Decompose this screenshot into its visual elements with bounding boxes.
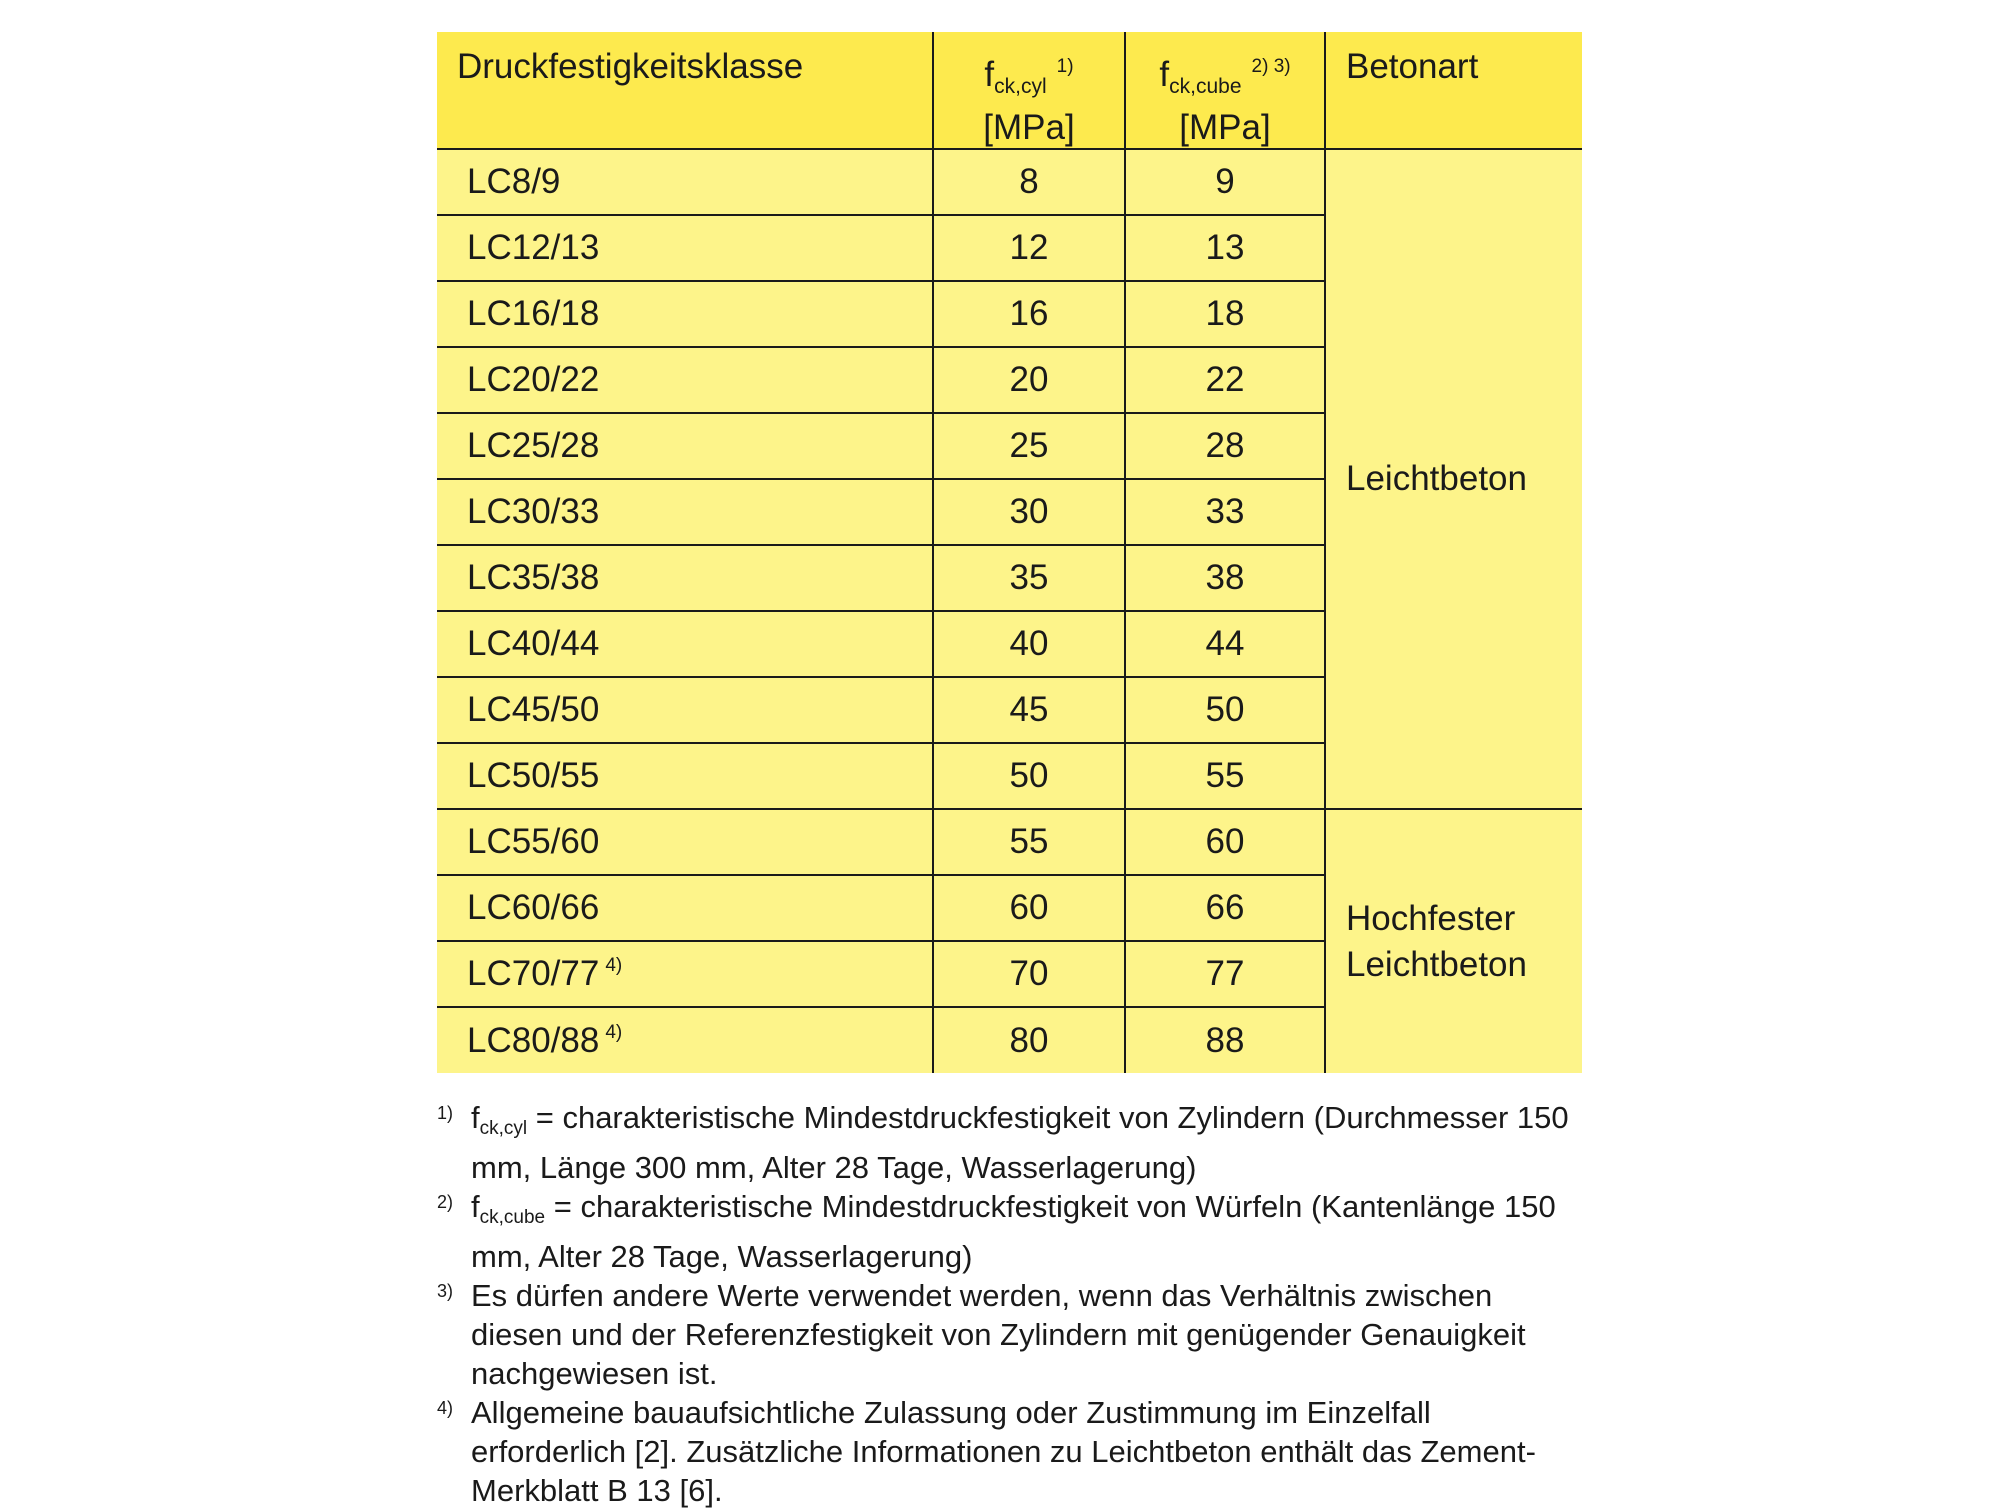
cell-cylinder: 45: [933, 677, 1125, 743]
cell-class: LC60/66: [437, 875, 933, 941]
footnote-mark: 3): [437, 1281, 454, 1301]
cell-class: LC20/22: [437, 347, 933, 413]
cell-cylinder: 70: [933, 941, 1125, 1007]
cell-cylinder: 16: [933, 281, 1125, 347]
header-class: Druckfestigkeitsklasse: [437, 32, 933, 149]
cell-cube: 9: [1125, 149, 1325, 215]
cell-cylinder: 12: [933, 215, 1125, 281]
footnote: 1) $f_{ck,cyl}$ = charakteristische Mindestdruckfestigkeit von Zylindern (Durchmesser 150 mm, Länge 300 mm, Alter 28 Tage, Wasserlagerung): [437, 1098, 1587, 1187]
header-cube-strength: $f_{ck,cube}^{2) 3)}$ [MPa]: [1125, 32, 1325, 149]
header-cylinder-strength: $f_{ck,cyl}^{1)}$ [MPa]: [933, 32, 1125, 149]
strength-class-table: [437, 32, 1582, 1073]
cell-cube: 60: [1125, 809, 1325, 875]
cell-cylinder: 55: [933, 809, 1125, 875]
cell-cube: 28: [1125, 413, 1325, 479]
cell-cylinder: 8: [933, 149, 1125, 215]
cell-cube: 66: [1125, 875, 1325, 941]
cell-cube: 50: [1125, 677, 1325, 743]
footnote: 2) $f_{ck,cube}$ = charakteristische Mindestdruckfestigkeit von Würfeln (Kantenlänge 150 mm, Alter 28 Tage, Wasserlagerung): [437, 1187, 1587, 1276]
cell-class: LC30/33: [437, 479, 933, 545]
group-lightweight: Leichtbeton: [1325, 149, 1582, 809]
cell-class: LC55/60: [437, 809, 933, 875]
cell-class: LC70/77 $^{4)}$: [437, 941, 933, 1007]
strength-class-table-wrapper: [437, 32, 1582, 1073]
cell-class: LC40/44: [437, 611, 933, 677]
cell-cube: 38: [1125, 545, 1325, 611]
cell-cylinder: 20: [933, 347, 1125, 413]
cell-cube: 18: [1125, 281, 1325, 347]
cell-class: LC50/55: [437, 743, 933, 809]
cell-cube: 88: [1125, 1007, 1325, 1073]
cell-cube: 55: [1125, 743, 1325, 809]
cell-class: LC16/18: [437, 281, 933, 347]
cell-class: LC8/9: [437, 149, 933, 215]
footnote-mark: 2): [437, 1192, 454, 1212]
cell-class: LC25/28: [437, 413, 933, 479]
footnote-mark: 4): [437, 1398, 454, 1418]
group-high-strength-lightweight: Hochfester Leichtbeton: [1325, 809, 1582, 1073]
cell-cylinder: 60: [933, 875, 1125, 941]
cell-cube: 13: [1125, 215, 1325, 281]
cell-cylinder: 40: [933, 611, 1125, 677]
cell-cylinder: 30: [933, 479, 1125, 545]
footnote: 3) Es dürfen andere Werte verwendet werden, wenn das Verhältnis zwischen diesen und der Referenzfestigkeit von Zylindern mit genügender Genauigkeit nachgewiesen ist.: [437, 1276, 1587, 1393]
footnotes: [437, 1098, 1587, 1510]
cell-cylinder: 80: [933, 1007, 1125, 1073]
cell-class: LC45/50: [437, 677, 933, 743]
footnote-mark: 1): [437, 1103, 454, 1123]
header-concrete-type: Betonart: [1325, 32, 1582, 149]
cell-cube: 33: [1125, 479, 1325, 545]
cell-class: LC35/38: [437, 545, 933, 611]
table-row: [437, 809, 1582, 875]
cell-cylinder: 25: [933, 413, 1125, 479]
cell-cube: 77: [1125, 941, 1325, 1007]
cell-class: LC12/13: [437, 215, 933, 281]
cell-cube: 44: [1125, 611, 1325, 677]
table-header-row: [437, 32, 1582, 149]
cell-cylinder: 50: [933, 743, 1125, 809]
table-row: [437, 149, 1582, 215]
cell-cylinder: 35: [933, 545, 1125, 611]
footnote: 4) Allgemeine bauaufsichtliche Zulassung oder Zustimmung im Einzelfall erforderlich [2]. Zusätzliche Informationen zu Leichtbeton enthält das Zement-Merkblatt B 13 [6].: [437, 1393, 1587, 1510]
cell-class: LC80/88 $^{4)}$: [437, 1007, 933, 1073]
cell-cube: 22: [1125, 347, 1325, 413]
